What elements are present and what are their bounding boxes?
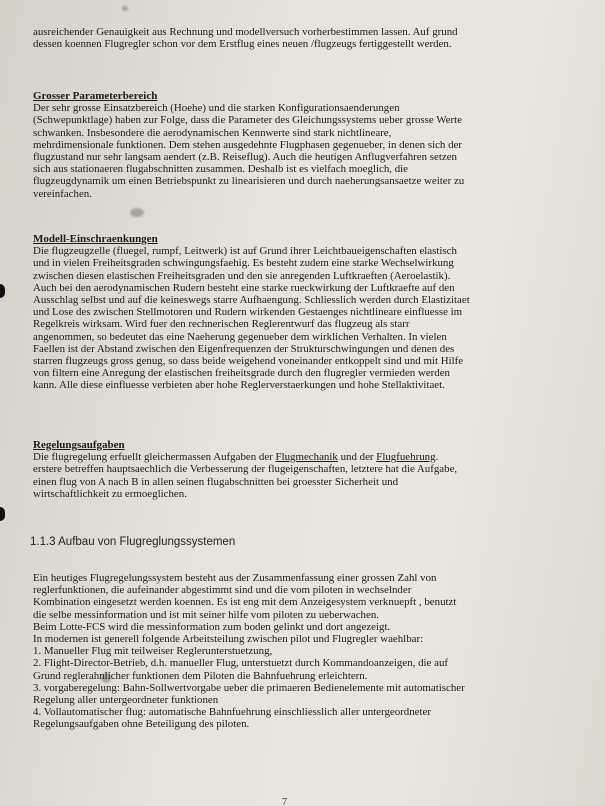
- text-line: sich aus stationaeren flugabschnitten zusammen. Deshalb ist es vielfach moeglich, die: [33, 163, 409, 176]
- text-line: wirtschaftlichkeit zu ermoeglichen.: [33, 487, 187, 500]
- scan-smudge: [122, 6, 128, 11]
- section-heading: Modell-Einschraenkungen: [33, 233, 158, 245]
- text-line: Beim Lotte-FCS wird die messinformation zum boden gelinkt und dort angezeigt.: [33, 620, 391, 633]
- text-line: Faellen ist der Abstand zwischen den Eigenfrequenzen der Strukturschwingungen und denen des: [33, 342, 455, 355]
- text-line: und in vielen Freiheitsgraden schwingungsfaehig. Es besteht zudem eine starke Wechselwirkung: [33, 257, 454, 270]
- text-span: .: [435, 451, 439, 464]
- parameter-section: [33, 90, 555, 200]
- section-title: 1.1.3 Aufbau von Flugreglungssystemen: [30, 536, 236, 548]
- text-line: einen flug von A nach B in allen seinen flugabschnitten bei groesster Sicherheit und: [33, 475, 399, 488]
- scan-smudge: [130, 208, 144, 217]
- regelung-section: [33, 439, 555, 500]
- text-line: zwischen diesen elastischen Freiheitsgraden und den sie anregenden Luftkraeften (Aeroelastik).: [33, 269, 451, 282]
- modell-section: [33, 233, 555, 392]
- text-line: flugzustand nur sehr langsam aendert (z.B. Reiseflug). Auch die heutigen Anflugverfahren setzen: [33, 151, 457, 164]
- text-line: vereinfachen.: [33, 187, 92, 200]
- text-line: Regelkreis wirksam. Wird fuer den rechnerischen Reglerentwurf das flugzeug als starr: [33, 318, 410, 331]
- text-line: schwanken. Insbesondere die aerodynamischen Kennwerte sind stark nichtlineare,: [33, 126, 392, 139]
- text-line: Regelungsaufgaben ohne Beteiligung des piloten.: [33, 718, 250, 731]
- list-item: 2. Flight-Director-Betrieb, d.h. manueller Flug, unterstuetzt durch Kommandoanzeigen, die auf: [33, 657, 449, 670]
- text-line: (Schwepunktlage) haben zur Folge, dass die Parameter des Gleichungssystems ueber grosse Werte: [33, 114, 462, 127]
- list-item: 3. vorgaberegelung: Bahn-Sollwertvorgabe ueber die primaeren Bedienelemente mit automatischer: [33, 681, 465, 694]
- text-span: Die flugregelung erfuellt gleichermassen Aufgaben der: [33, 451, 276, 464]
- list-item: 4. Vollautomatischer flug: automatische Bahnfuehrung einschliesslich aller untergeordneter: [33, 706, 432, 719]
- text-line: kann. Alle diese einfluesse verbieten aber hohe Reglerverstaerkungen und hohe Stellaktivitaet.: [33, 379, 445, 392]
- text-line: Auch bei den aerodynamischen Rudern besteht eine starke rueckwirkung der Luftkraefte auf den: [33, 281, 455, 294]
- text-line: Kombination eingesetzt werden koennen. Es ist eng mit dem Anzeigesystem verknuepft , benutzt: [33, 596, 457, 609]
- text-line: Ein heutiges Flugregelungssystem besteht aus der Zusammenfassung einer grossen Zahl von: [33, 572, 437, 584]
- text-line: reglerfunktionen, die aufeinander abgestimmt sind und die vom piloten in wechselnder: [33, 584, 412, 597]
- text-line: Grund reglerahnlicher funktionen dem Piloten die Bahnfuehrung erleichtern.: [33, 669, 368, 682]
- text-line: starren flugzeugs gross genug, so dass beide weigehend voneinander entkoppelt sind und mit Hilfe: [33, 355, 464, 368]
- text-line: angenommen, so bedeutet das eine Naeherung gegenueber dem wirklichen Verhalten. In vielen: [33, 330, 447, 343]
- text-line: mehrdimensionale funktionen. Dem stehen ausgedehnte Flugphasen gegenueber, in denen sich der: [33, 138, 463, 151]
- list-item: 1. Manueller Flug mit teilweiser Reglerunterstuetzung,: [33, 645, 273, 658]
- text-span: und der: [337, 451, 377, 464]
- flugfuehrung-term: Flugfuehrung: [376, 451, 436, 464]
- section-heading: Regelungsaufgaben: [33, 439, 125, 451]
- text-line: ausreichender Genauigkeit aus Rechnung und modellversuch vorherbestimmen lassen. Auf grund: [33, 26, 458, 38]
- text-line: erstere betreffen hauptsaechlich die Verbesserung der flugeigenschaften, letztere hat die Aufgabe,: [33, 463, 458, 476]
- text-line: und Lose des zwischen Stellmotoren und Rudern wirkenden Gestaenges nichtlineare einfluesse im: [33, 306, 463, 319]
- page-number: 7: [282, 797, 287, 806]
- text-line: Die flugzeugzelle (fluegel, rumpf, Leitwerk) ist auf Grund ihrer Leichtbaueigenschaften elastisch: [33, 245, 457, 258]
- text-line: Der sehr grosse Einsatzbereich (Hoehe) und die starken Konfigurationsaenderungen: [33, 102, 400, 115]
- aufbau-section: [33, 572, 555, 731]
- text-line: von filtern eine Anregung der elastischen freiheitsgrade durch den flugregler vermieden werden: [33, 367, 451, 380]
- section-heading: Grosser Parameterbereich: [33, 90, 158, 102]
- punch-hole: [0, 507, 5, 521]
- text-line: Regelung aller untergeordneter funktionen: [33, 694, 219, 707]
- flugmechanik-term: Flugmechanik: [275, 451, 338, 464]
- text-line: flugzeugdynamik um einen Betriebspunkt zu linearisieren und durch naeherungsansaetze weiter zu: [33, 175, 465, 188]
- punch-hole: [0, 284, 5, 298]
- text-line: dessen koennen Flugregler schon vor dem Erstflug eines neuen /flugzeugs fertiggestellt werden.: [33, 38, 452, 51]
- text-line: Ausschlag selbst und auf die keineswegs starre Aufhaengung. Schliesslich werden durch Elastizitaet: [33, 294, 470, 307]
- text-line: die selbe messinformation und ist mit seiner hilfe vom piloten zu ueberwachen.: [33, 608, 379, 621]
- text-line: In modernen ist generell folgende Arbeitsteilung zwischen pilot und Flugregler waehlbar:: [33, 633, 424, 646]
- intro-paragraph: [33, 26, 555, 50]
- text-line: [33, 451, 555, 463]
